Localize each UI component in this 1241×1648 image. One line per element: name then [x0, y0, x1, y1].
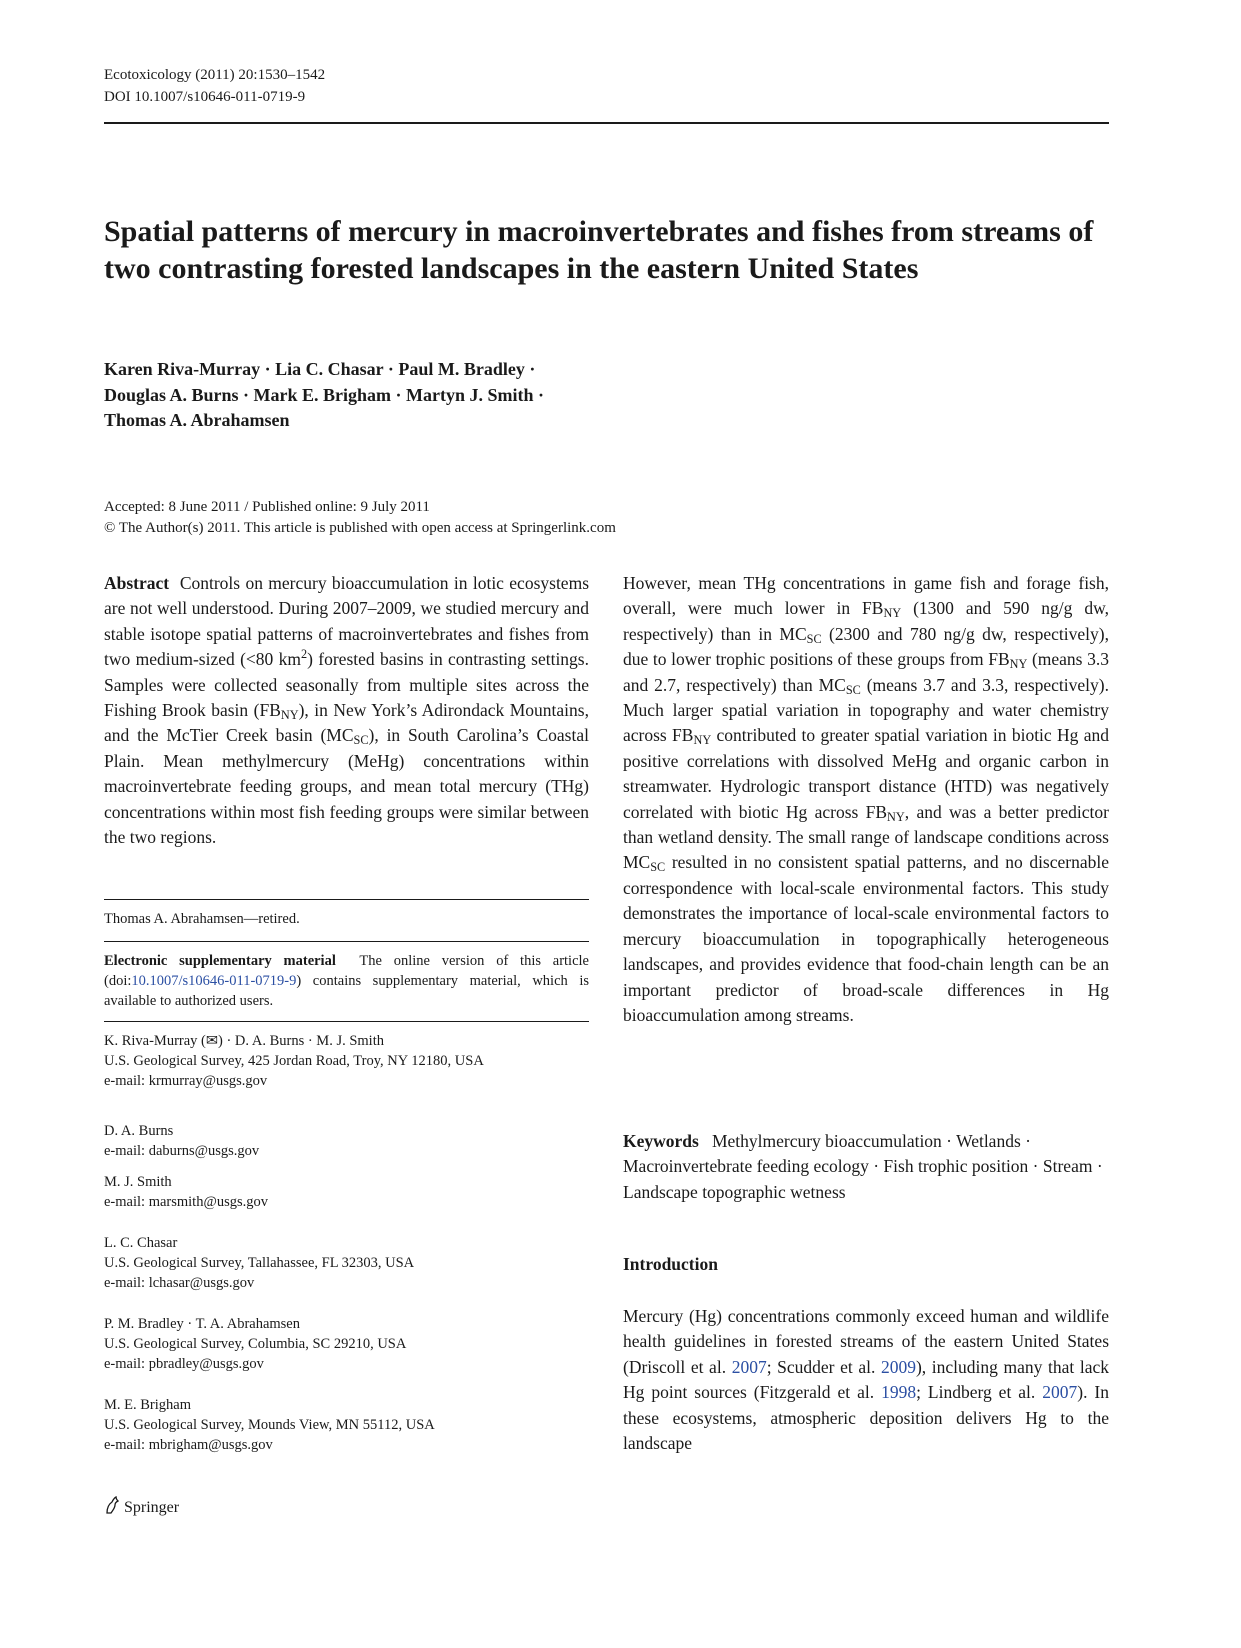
retired-note: Thomas A. Abrahamsen—retired.: [104, 911, 300, 927]
subscript: SC: [806, 631, 822, 646]
introduction-text: [623, 1304, 1109, 1456]
citation-link[interactable]: 2009: [880, 1356, 916, 1377]
affiliation-names: M. J. Smith: [104, 1174, 172, 1190]
intro-text: ; Lindberg et al.: [916, 1382, 1043, 1403]
esm-text: ) contains supplementary material, which is available to authorized users.: [104, 973, 589, 1009]
publication-dates: [104, 497, 616, 539]
affiliation: [104, 1121, 589, 1161]
copyright-line: © The Author(s) 2011. This article is published with open access at Springerlink.com: [104, 520, 616, 536]
abstract-text: ), in New York’s Adirondack Mountains, and the McTier Creek basin (MC: [104, 700, 589, 746]
affiliation-address: U.S. Geological Survey, Mounds View, MN 55112, USA: [104, 1417, 435, 1433]
abstract-text: , and was a better predictor than wetland density. The small range of landscape conditions across MC: [623, 801, 1109, 873]
doi-link[interactable]: 10.1007/s10646-011-0719-9: [131, 973, 297, 989]
subscript: SC: [650, 860, 666, 875]
header-rule: [104, 122, 1109, 124]
affiliation-names: M. E. Brigham: [104, 1397, 191, 1413]
abstract-text: Controls on mercury bioaccumulation in lotic ecosystems are not well understood. During 2007–2009, we studied mercury and stable isotope spatial patterns of macroinvertebrates and fishes from two medium-sized (<80 km: [104, 573, 590, 670]
superscript: 2: [300, 647, 308, 662]
intro-text: ; Scudder et al.: [766, 1356, 881, 1377]
citation-link[interactable]: 2007: [731, 1356, 767, 1377]
affiliation-email: e-mail: krmurray@usgs.gov: [104, 1073, 268, 1089]
doi-line: DOI 10.1007/s10646-011-0719-9: [104, 89, 306, 105]
citation-link[interactable]: 1998: [881, 1382, 917, 1403]
dates-line: Accepted: 8 June 2011 / Published online: 9 July 2011: [104, 499, 430, 515]
intro-text: ), including many that lack Hg point sources (Fitzgerald et al.: [623, 1356, 1110, 1403]
affiliation-address: U.S. Geological Survey, Tallahassee, FL 32303, USA: [104, 1255, 415, 1271]
abstract-text: ) forested basins in contrasting settings. Samples were collected seasonally from multiple sites across the Fishing Brook basin (FB: [104, 649, 589, 721]
subscript: NY: [693, 733, 712, 748]
subscript: NY: [887, 809, 905, 824]
author-list: [104, 357, 664, 434]
abstract-text: (means 3.7 and 3.3, respectively). Much larger spatial variation in topography and water chemistry across FB: [623, 674, 1109, 746]
affiliation-email: e-mail: mbrigham@usgs.gov: [104, 1437, 273, 1453]
subscript: NY: [883, 606, 902, 621]
affiliation: [104, 1395, 589, 1455]
intro-text: Mercury (Hg) concentrations commonly exceed human and wildlife health guidelines in forested streams of the eastern United States (Driscoll et al.: [623, 1306, 1109, 1377]
affiliation-names: L. C. Chasar: [104, 1235, 178, 1251]
affiliation-names: P. M. Bradley · T. A. Abrahamsen: [104, 1316, 300, 1332]
affiliation-email: e-mail: daburns@usgs.gov: [104, 1143, 260, 1159]
esm-label: Electronic supplementary material: [104, 953, 336, 969]
publisher-name: Springer: [124, 1498, 180, 1516]
article-title: Spatial patterns of mercury in macroinvertebrates and fishes from streams of two contrasting forested landscapes in the eastern United States: [104, 215, 1094, 285]
affiliation-email: e-mail: marsmith@usgs.gov: [104, 1194, 268, 1210]
intro-text: ). In these ecosystems, atmospheric deposition delivers Hg to the landscape: [623, 1382, 1110, 1454]
abstract-text: (means 3.3 and 2.7, respectively) than MC: [623, 649, 1109, 695]
affiliation-address: U.S. Geological Survey, Columbia, SC 29210, USA: [104, 1336, 407, 1352]
affiliation-email: e-mail: lchasar@usgs.gov: [104, 1275, 255, 1291]
abstract-right: [623, 571, 1109, 1028]
keywords-label: Keywords: [623, 1131, 699, 1151]
journal-line: Ecotoxicology (2011) 20:1530–1542: [104, 67, 326, 83]
subscript: SC: [845, 682, 861, 697]
journal-citation: [104, 64, 325, 108]
abstract-label: Abstract: [104, 573, 170, 593]
affiliation-names: D. A. Burns: [104, 1123, 174, 1139]
affiliation-address: U.S. Geological Survey, 425 Jordan Road, Troy, NY 12180, USA: [104, 1053, 484, 1069]
footnote-rule: [104, 1021, 589, 1022]
affiliation: [104, 1233, 589, 1293]
authors-line: Thomas A. Abrahamsen: [104, 410, 290, 430]
subscript: NY: [280, 708, 299, 723]
footnote-rule: [104, 941, 589, 942]
affiliation: [104, 1172, 589, 1212]
abstract-text: contributed to greater spatial variation in biotic Hg and positive correlations with dissolved MeHg and organic carbon in streamwater. Hydrologic transport distance (HTD) was negatively correlated with biotic Hg across FB: [623, 725, 1109, 822]
abstract-left: [104, 571, 589, 850]
authors-line: Douglas A. Burns · Mark E. Brigham · Martyn J. Smith ·: [104, 384, 545, 405]
section-heading: Introduction: [623, 1254, 718, 1274]
affiliation-email: e-mail: pbradley@usgs.gov: [104, 1356, 264, 1372]
esm-note: [104, 951, 589, 1011]
abstract-text: However, mean THg concentrations in game fish and forage fish, overall, were much lower in FB: [623, 573, 1109, 619]
subscript: NY: [1009, 657, 1028, 672]
keywords-text: Methylmercury bioaccumulation · Wetlands · Macroinvertebrate feeding ecology · Fish trophic position · Stream · Landscape topographic wetness: [623, 1131, 1103, 1202]
abstract-text: (1300 and 590 ng/g dw, respectively) than in MC: [623, 598, 1109, 644]
authors-line: Karen Riva-Murray · Lia C. Chasar · Paul M. Bradley ·: [104, 359, 536, 379]
affiliation-names: K. Riva-Murray (✉) · D. A. Burns · M. J. Smith: [104, 1033, 384, 1049]
abstract-text: (2300 and 780 ng/g dw, respectively), due to lower trophic positions of these groups from FB: [623, 623, 1109, 670]
keywords: [623, 1129, 1109, 1205]
affiliation: [104, 1031, 589, 1091]
springer-horse-icon: [104, 1495, 120, 1520]
esm-text: The online version of this article (doi:: [104, 953, 589, 989]
publisher-footer: [104, 1495, 179, 1520]
affiliation: [104, 1314, 589, 1374]
abstract-text: ), in South Carolina’s Coastal Plain. Mean methylmercury (MeHg) concentrations within macroinvertebrate feeding groups, and mean total mercury (THg) concentrations within most fish feeding groups were similar between the two regions.: [104, 725, 589, 848]
footnote-rule: [104, 899, 589, 900]
abstract-text: resulted in no consistent spatial patterns, and no discernable correspondence with local-scale environmental factors. This study demonstrates the importance of local-scale environmental factors to mercury bioaccumulation in topographically heterogeneous landscapes, and provides evidence that food-chain length can be an important predictor of broad-scale differences in Hg bioaccumulation among streams.: [623, 852, 1109, 1025]
citation-link[interactable]: 2007: [1042, 1382, 1078, 1403]
subscript: SC: [353, 733, 369, 748]
